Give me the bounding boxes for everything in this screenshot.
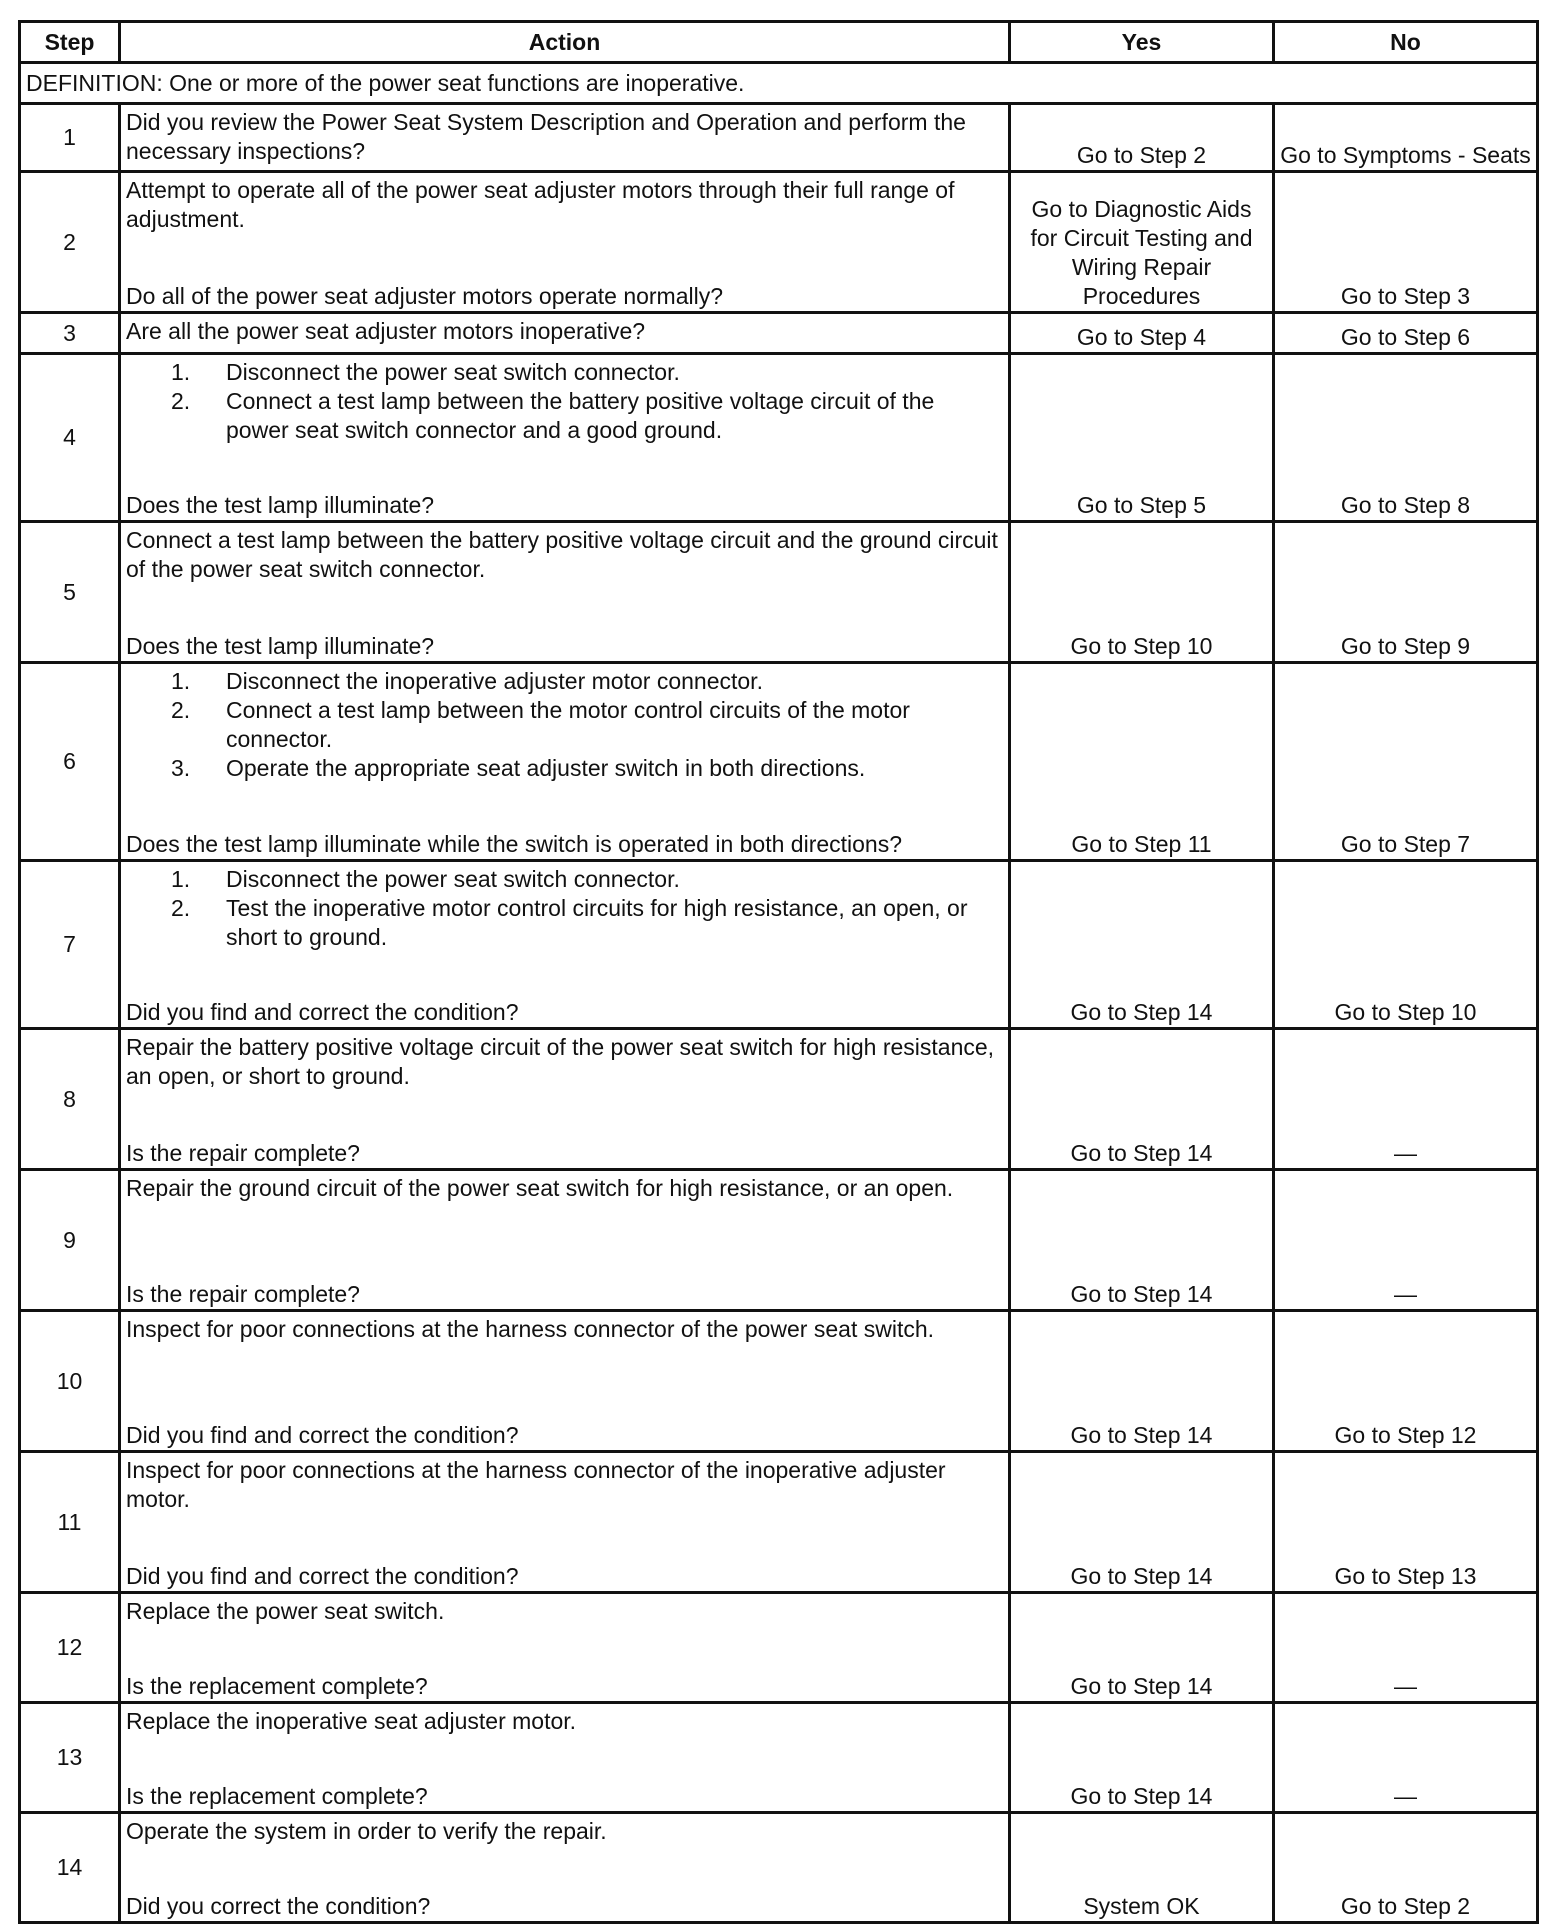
table-row <box>20 172 1538 313</box>
action-question: Do all of the power seat adjuster motors operate normally? <box>126 283 724 309</box>
substep-item <box>126 894 1003 952</box>
substep-text: Disconnect the power seat switch connector. <box>226 866 680 892</box>
header-row <box>20 22 1538 63</box>
action-question: Is the replacement complete? <box>126 1673 428 1699</box>
action-text: Repair the ground circuit of the power seat switch for high resistance, or an open. <box>126 1175 954 1201</box>
substep-item <box>126 754 1003 783</box>
table-row <box>20 104 1538 172</box>
table-row <box>20 1029 1538 1170</box>
step-number: 14 <box>20 1813 120 1923</box>
action-text: Are all the power seat adjuster motors inoperative? <box>126 318 646 344</box>
action-question: Is the repair complete? <box>126 1281 360 1307</box>
substep-item <box>126 667 1003 696</box>
step-number: 8 <box>20 1029 120 1170</box>
action-text: Replace the power seat switch. <box>126 1598 445 1624</box>
action-cell <box>120 1452 1010 1593</box>
step-number: 12 <box>20 1593 120 1703</box>
action-substeps <box>126 865 1003 952</box>
header-action: Action <box>120 22 1010 63</box>
action-text: Repair the battery positive voltage circuit of the power seat switch for high resistance, an open, or short to ground. <box>126 1034 995 1089</box>
table-row <box>20 1813 1538 1923</box>
no-result: Go to Step 7 <box>1274 663 1538 861</box>
yes-result: Go to Step 10 <box>1010 522 1274 663</box>
action-substeps <box>126 358 1003 445</box>
substep-number: 2. <box>171 388 191 414</box>
no-result: Go to Step 2 <box>1274 1813 1538 1923</box>
action-cell <box>120 1029 1010 1170</box>
no-result: — <box>1274 1029 1538 1170</box>
yes-result: Go to Step 14 <box>1010 1029 1274 1170</box>
no-result: Go to Step 8 <box>1274 354 1538 522</box>
no-result: Go to Step 10 <box>1274 861 1538 1029</box>
action-question: Does the test lamp illuminate? <box>126 633 435 659</box>
header-step: Step <box>20 22 120 63</box>
action-text: Operate the system in order to verify the repair. <box>126 1818 607 1844</box>
yes-result: Go to Diagnostic Aids for Circuit Testing and Wiring Repair Procedures <box>1010 172 1274 313</box>
action-cell <box>120 1703 1010 1813</box>
step-number: 7 <box>20 861 120 1029</box>
action-text: Inspect for poor connections at the harness connector of the power seat switch. <box>126 1316 935 1342</box>
step-number: 1 <box>20 104 120 172</box>
yes-result: Go to Step 14 <box>1010 1311 1274 1452</box>
yes-result: Go to Step 2 <box>1010 104 1274 172</box>
no-result: — <box>1274 1593 1538 1703</box>
substep-item <box>126 865 1003 894</box>
action-question: Is the repair complete? <box>126 1140 360 1166</box>
no-result: Go to Step 3 <box>1274 172 1538 313</box>
table-row <box>20 1452 1538 1593</box>
yes-result: Go to Step 14 <box>1010 861 1274 1029</box>
action-question: Does the test lamp illuminate? <box>126 492 435 518</box>
substep-number: 1. <box>171 866 191 892</box>
substep-text: Operate the appropriate seat adjuster switch in both directions. <box>226 755 866 781</box>
action-cell <box>120 1593 1010 1703</box>
substep-number: 2. <box>171 697 191 723</box>
no-result: Go to Step 9 <box>1274 522 1538 663</box>
action-text: Connect a test lamp between the battery positive voltage circuit and the ground circuit of the power seat switch connector. <box>126 527 998 582</box>
substep-number: 2. <box>171 895 191 921</box>
action-text: Inspect for poor connections at the harness connector of the inoperative adjuster motor. <box>126 1457 946 1512</box>
step-number: 2 <box>20 172 120 313</box>
diagnostic-table <box>18 20 1539 1924</box>
table-row <box>20 522 1538 663</box>
action-question: Did you find and correct the condition? <box>126 1422 519 1448</box>
yes-result: Go to Step 14 <box>1010 1452 1274 1593</box>
step-number: 6 <box>20 663 120 861</box>
action-text: Replace the inoperative seat adjuster motor. <box>126 1708 577 1734</box>
substep-text: Test the inoperative motor control circuits for high resistance, an open, or short to ground. <box>226 895 968 950</box>
step-number: 4 <box>20 354 120 522</box>
action-text: Did you review the Power Seat System Description and Operation and perform the necessary inspections? <box>126 109 966 164</box>
definition-row <box>20 63 1538 104</box>
no-result: — <box>1274 1703 1538 1813</box>
table-row <box>20 663 1538 861</box>
table-row <box>20 1593 1538 1703</box>
substep-text: Connect a test lamp between the battery positive voltage circuit of the power seat switch connector and a good ground. <box>226 388 935 443</box>
table-row <box>20 1703 1538 1813</box>
action-cell <box>120 1813 1010 1923</box>
action-question: Did you correct the condition? <box>126 1893 431 1919</box>
action-cell <box>120 313 1010 354</box>
action-substeps <box>126 667 1003 783</box>
step-number: 9 <box>20 1170 120 1311</box>
no-result: — <box>1274 1170 1538 1311</box>
action-cell <box>120 1170 1010 1311</box>
yes-result: System OK <box>1010 1813 1274 1923</box>
step-number: 10 <box>20 1311 120 1452</box>
substep-text: Connect a test lamp between the motor control circuits of the motor connector. <box>226 697 910 752</box>
step-number: 5 <box>20 522 120 663</box>
table-row <box>20 1311 1538 1452</box>
substep-number: 1. <box>171 359 191 385</box>
definition-text: DEFINITION: One or more of the power seat functions are inoperative. <box>20 63 1538 104</box>
table-row <box>20 313 1538 354</box>
substep-item <box>126 387 1003 445</box>
step-number: 11 <box>20 1452 120 1593</box>
action-question: Did you find and correct the condition? <box>126 999 519 1025</box>
action-question: Is the replacement complete? <box>126 1783 428 1809</box>
action-cell <box>120 172 1010 313</box>
substep-item <box>126 696 1003 754</box>
yes-result: Go to Step 4 <box>1010 313 1274 354</box>
no-result: Go to Step 13 <box>1274 1452 1538 1593</box>
step-number: 13 <box>20 1703 120 1813</box>
substep-text: Disconnect the power seat switch connector. <box>226 359 680 385</box>
header-yes: Yes <box>1010 22 1274 63</box>
substep-text: Disconnect the inoperative adjuster motor connector. <box>226 668 763 694</box>
header-no: No <box>1274 22 1538 63</box>
action-cell <box>120 104 1010 172</box>
action-cell <box>120 354 1010 522</box>
yes-result: Go to Step 14 <box>1010 1593 1274 1703</box>
action-question: Does the test lamp illuminate while the switch is operated in both directions? <box>126 831 903 857</box>
substep-item <box>126 358 1003 387</box>
action-cell <box>120 663 1010 861</box>
action-cell <box>120 861 1010 1029</box>
table-row <box>20 354 1538 522</box>
substep-number: 3. <box>171 755 191 781</box>
action-question: Did you find and correct the condition? <box>126 1563 519 1589</box>
no-result: Go to Step 12 <box>1274 1311 1538 1452</box>
yes-result: Go to Step 5 <box>1010 354 1274 522</box>
yes-result: Go to Step 14 <box>1010 1170 1274 1311</box>
yes-result: Go to Step 14 <box>1010 1703 1274 1813</box>
no-result: Go to Step 6 <box>1274 313 1538 354</box>
table-row <box>20 861 1538 1029</box>
substep-number: 1. <box>171 668 191 694</box>
action-cell <box>120 522 1010 663</box>
action-cell <box>120 1311 1010 1452</box>
yes-result: Go to Step 11 <box>1010 663 1274 861</box>
action-text: Attempt to operate all of the power seat adjuster motors through their full range of adjustment. <box>126 177 955 232</box>
step-number: 3 <box>20 313 120 354</box>
table-row <box>20 1170 1538 1311</box>
no-result: Go to Symptoms - Seats <box>1274 104 1538 172</box>
